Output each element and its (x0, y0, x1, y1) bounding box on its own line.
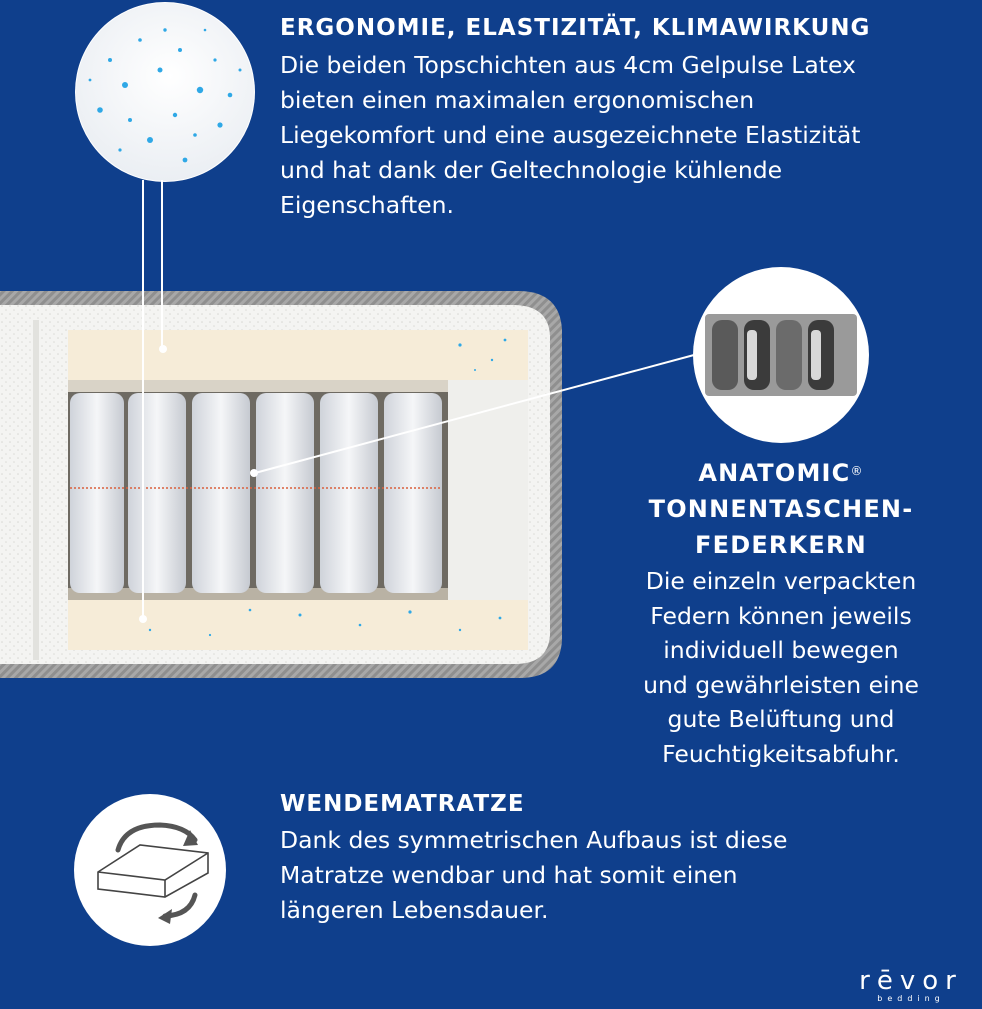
ergonomics-line: Liegekomfort und eine ausgezeichnete Elastizität (280, 121, 861, 149)
ergonomics-line: und hat dank der Geltechnologie kühlende (280, 156, 783, 184)
reversible-line: Matratze wendbar und hat somit einen (280, 861, 738, 889)
springs-line: gute Belüftung und (667, 705, 895, 733)
brand-tagline: bedding (877, 994, 945, 1003)
springs-line: und gewährleisten eine (643, 670, 919, 699)
springs-line: Die einzeln verpackten (645, 567, 917, 595)
reversible-line: längeren Lebensdauer. (280, 896, 549, 924)
springs-title-line: TONNENTASCHEN- (648, 495, 914, 523)
reversible-line: Dank des symmetrischen Aufbaus ist diese (280, 826, 788, 854)
springs-description (600, 564, 962, 771)
brand-logo (848, 968, 974, 1008)
brand-name: rēvor (859, 966, 963, 996)
springs-title-line: FEDERKERN (695, 531, 867, 559)
reversible-heading: WENDEMATRATZE (280, 791, 525, 817)
ergonomics-line: Eigenschaften. (280, 191, 455, 219)
ergonomics-line: bieten einen maximalen ergonomischen (280, 86, 755, 114)
latex-gel-closeup-icon (70, 0, 270, 190)
springs-heading (600, 455, 962, 563)
mattress-cross-section (0, 291, 562, 678)
springs-section (600, 455, 962, 771)
springs-line: individuell bewegen (663, 636, 899, 664)
ergonomics-description (280, 48, 980, 223)
ergonomics-line: Die beiden Topschichten aus 4cm Gelpulse Latex (280, 51, 856, 79)
springs-title-line: ANATOMIC (698, 459, 851, 487)
ergonomics-heading: ERGONOMIE, ELASTIZITÄT, KLIMAWIRKUNG (280, 15, 871, 41)
springs-line: Feuchtigkeitsabfuhr. (662, 739, 900, 768)
spring-core-closeup-icon (693, 267, 869, 443)
reversible-description (280, 823, 787, 928)
registered-mark: ® (850, 464, 864, 478)
flip-mattress-icon (74, 794, 226, 946)
springs-line: Federn können jeweils (650, 601, 912, 630)
